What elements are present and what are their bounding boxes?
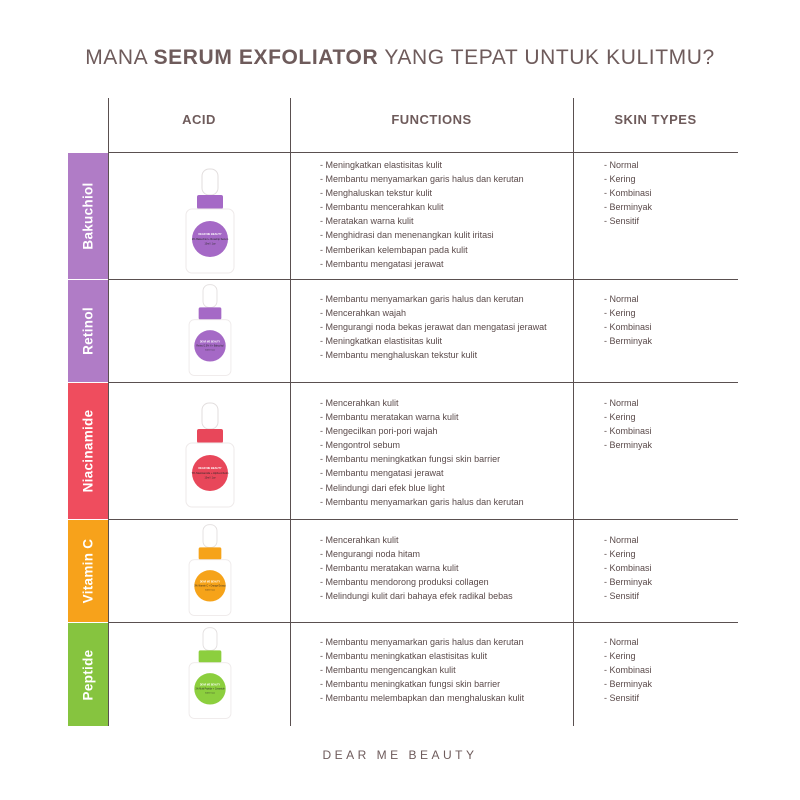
comparison-table: [68, 98, 738, 726]
function-item: - Meratakan warna kulit: [320, 216, 414, 227]
acid-name: Niacinamide: [80, 409, 96, 493]
functions-list: [320, 158, 524, 271]
skin-type-item: - Kombinasi: [604, 563, 652, 574]
function-item: - Memberikan kelembapan pada kulit: [320, 244, 468, 255]
function-item: - Membantu mengatasi jerawat: [320, 258, 444, 269]
serum-bottle: [180, 167, 240, 277]
bottle-label-size: 10ml / 1oz: [205, 692, 215, 695]
functions-list: [320, 635, 524, 705]
functions-list: [320, 533, 513, 603]
title-suffix: YANG TEPAT UNTUK KULITMU?: [384, 46, 715, 69]
acid-band: [68, 280, 108, 382]
skin-type-item: - Berminyak: [604, 336, 653, 347]
skin-type-item: - Kering: [604, 412, 636, 423]
skin-type-item: - Kombinasi: [604, 188, 652, 199]
table-row: [68, 153, 738, 279]
skin-types-list: [604, 396, 652, 452]
function-item: - Membantu mencerahkan kulit: [320, 202, 444, 213]
skin-type-item: - Normal: [604, 294, 639, 304]
bottle-label-size: 10ml / 1oz: [205, 589, 215, 592]
functions-list: [320, 396, 524, 509]
function-item: - Mengurangi noda bekas jerawat dan mengatasi jerawat: [320, 322, 547, 333]
bottle-label-product: 3% Vitamin C + Orange Extract: [194, 585, 226, 588]
function-item: - Membantu mendorong produksi collagen: [320, 577, 489, 588]
function-item: - Membantu menyamarkan garis halus dan kerutan: [320, 637, 524, 647]
serum-bottle: [180, 401, 240, 511]
skin-type-item: - Berminyak: [604, 577, 653, 588]
skin-types-list: [604, 158, 652, 228]
table-row: [68, 280, 738, 382]
function-item: - Membantu meningkatkan elastisitas kulit: [320, 651, 488, 662]
title-bold: SERUM EXFOLIATOR: [153, 46, 379, 69]
serum-bottle: [180, 523, 240, 619]
skin-type-item: - Kombinasi: [604, 665, 652, 676]
acid-name: Vitamin C: [80, 538, 96, 604]
acid-band: [68, 520, 108, 622]
bottle-label-brand: DEAR ME BEAUTY: [199, 684, 221, 687]
brand-footer: DEAR ME BEAUTY: [322, 748, 478, 762]
function-item: - Mengurangi noda hitam: [320, 549, 421, 560]
function-item: - Meningkatkan elastisitas kulit: [320, 336, 443, 347]
bottle-label-size: 10ml / 1oz: [205, 349, 215, 352]
bottle-label-size: 10ml / 1oz: [204, 242, 216, 246]
table-row: [68, 383, 738, 519]
header-functions: FUNCTIONS: [391, 112, 472, 127]
bottle-label-brand: DEAR ME BEAUTY: [198, 233, 222, 236]
bottle-label-product: 7% Niacinamide + Alpha Arbutin: [191, 472, 229, 475]
acid-name: Retinol: [80, 307, 96, 355]
skin-type-item: - Sensitif: [604, 216, 640, 227]
page-title: [0, 46, 800, 70]
bottle-label-brand: DEAR ME BEAUTY: [199, 341, 221, 344]
function-item: - Mencerahkan wajah: [320, 308, 407, 319]
functions-list: [320, 292, 547, 362]
function-item: - Meningkatkan elastisitas kulit: [320, 160, 443, 170]
function-item: - Membantu meratakan warna kulit: [320, 412, 459, 423]
skin-type-item: - Kering: [604, 308, 636, 319]
function-item: - Membantu meningkatkan fungsi skin barrier: [320, 679, 501, 690]
acid-name: Bakuchiol: [80, 182, 96, 250]
skin-types-list: [604, 533, 652, 603]
bottle-label-product: 1% Bakuchiol + Rosehip Serum: [191, 238, 229, 241]
acid-band: [68, 153, 108, 279]
header-acid: ACID: [182, 112, 216, 127]
function-item: - Melindungi kulit dari bahaya efek radikal bebas: [320, 591, 513, 602]
skin-type-item: - Normal: [604, 398, 639, 408]
serum-bottle: [180, 283, 240, 379]
skin-type-item: - Berminyak: [604, 440, 653, 451]
bottle-label-size: 10ml / 1oz: [204, 476, 216, 480]
function-item: - Mengontrol sebum: [320, 440, 401, 451]
table-row: [68, 520, 738, 622]
function-item: - Mencerahkan kulit: [320, 398, 399, 408]
function-item: - Mencerahkan kulit: [320, 535, 399, 545]
bottle-label-product: 1% Multi Peptide + Ceramide: [195, 688, 225, 691]
skin-type-item: - Kering: [604, 651, 636, 662]
skin-types-list: [604, 292, 652, 348]
function-item: - Membantu meningkatkan fungsi skin barrier: [320, 454, 501, 465]
skin-type-item: - Normal: [604, 160, 639, 170]
function-item: - Membantu mengencangkan kulit: [320, 665, 456, 676]
bottle-label-brand: DEAR ME BEAUTY: [198, 467, 222, 470]
skin-type-item: - Kering: [604, 549, 636, 560]
acid-band: [68, 623, 108, 726]
bottle-label-product: Retinol 2.5% N + Bakuchiol: [196, 345, 224, 348]
skin-type-item: - Kering: [604, 174, 636, 185]
skin-types-list: [604, 635, 652, 705]
skin-type-item: - Berminyak: [604, 202, 653, 213]
bottle-label-brand: DEAR ME BEAUTY: [199, 581, 221, 584]
serum-bottle: [180, 626, 240, 722]
function-item: - Membantu menyamarkan garis halus dan kerutan: [320, 294, 524, 304]
skin-type-item: - Kombinasi: [604, 426, 652, 437]
skin-type-item: - Normal: [604, 535, 639, 545]
function-item: - Mengecilkan pori-pori wajah: [320, 426, 438, 437]
acid-band: [68, 383, 108, 519]
skin-type-item: - Kombinasi: [604, 322, 652, 333]
function-item: - Menghidrasi dan menenangkan kulit iritasi: [320, 230, 494, 241]
skin-type-item: - Sensitif: [604, 591, 640, 602]
function-item: - Membantu mengatasi jerawat: [320, 468, 444, 479]
table-row: [68, 623, 738, 726]
title-prefix: MANA: [85, 46, 148, 69]
function-item: - Membantu meratakan warna kulit: [320, 563, 459, 574]
function-item: - Membantu melembapkan dan menghaluskan kulit: [320, 693, 525, 704]
function-item: - Membantu menyamarkan garis halus dan kerutan: [320, 174, 524, 185]
function-item: - Melindungi dari efek blue light: [320, 482, 445, 493]
acid-name: Peptide: [80, 649, 96, 700]
skin-type-item: - Sensitif: [604, 693, 640, 704]
function-item: - Menghaluskan tekstur kulit: [320, 188, 433, 199]
header-skin-types: SKIN TYPES: [614, 112, 697, 127]
skin-type-item: - Normal: [604, 637, 639, 647]
function-item: - Membantu menyamarkan garis halus dan kerutan: [320, 496, 524, 507]
function-item: - Membantu menghaluskan tekstur kulit: [320, 350, 478, 361]
skin-type-item: - Berminyak: [604, 679, 653, 690]
